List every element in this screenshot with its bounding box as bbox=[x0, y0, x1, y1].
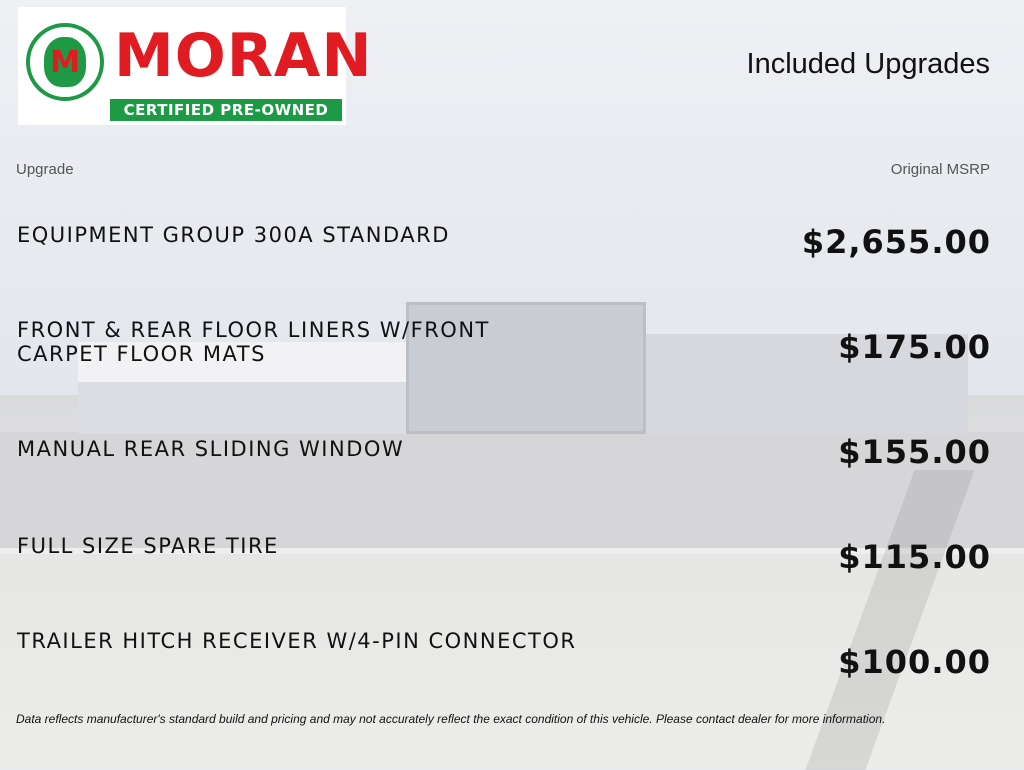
certified-banner: CERTIFIED PRE-OWNED bbox=[110, 99, 342, 121]
badge-letter: M bbox=[50, 45, 80, 80]
page-title: Included Upgrades bbox=[746, 48, 990, 80]
upgrade-name: TRAILER HITCH RECEIVER W/4-PIN CONNECTOR bbox=[17, 629, 577, 653]
moran-logo bbox=[18, 7, 373, 125]
upgrade-price: $175.00 bbox=[838, 328, 991, 366]
column-header-upgrade: Upgrade bbox=[16, 161, 74, 178]
upgrade-price: $2,655.00 bbox=[801, 223, 991, 261]
brand-wordmark: MORAN bbox=[114, 21, 373, 91]
upgrade-name: EQUIPMENT GROUP 300A STANDARD bbox=[17, 223, 450, 247]
upgrade-price: $100.00 bbox=[838, 643, 991, 681]
upgrade-name: FULL SIZE SPARE TIRE bbox=[17, 534, 279, 558]
upgrade-price: $115.00 bbox=[838, 538, 991, 576]
disclaimer-text: Data reflects manufacturer's standard build and pricing and may not accurately reflect the exact condition of this vehicle. Please contact dealer for more information. bbox=[16, 712, 886, 726]
upgrade-name: MANUAL REAR SLIDING WINDOW bbox=[17, 437, 405, 461]
upgrade-price: $155.00 bbox=[838, 433, 991, 471]
clover-badge-icon bbox=[26, 23, 104, 101]
upgrade-name: FRONT & REAR FLOOR LINERS W/FRONT CARPET FLOOR MATS bbox=[17, 318, 490, 366]
column-header-msrp: Original MSRP bbox=[890, 161, 990, 178]
